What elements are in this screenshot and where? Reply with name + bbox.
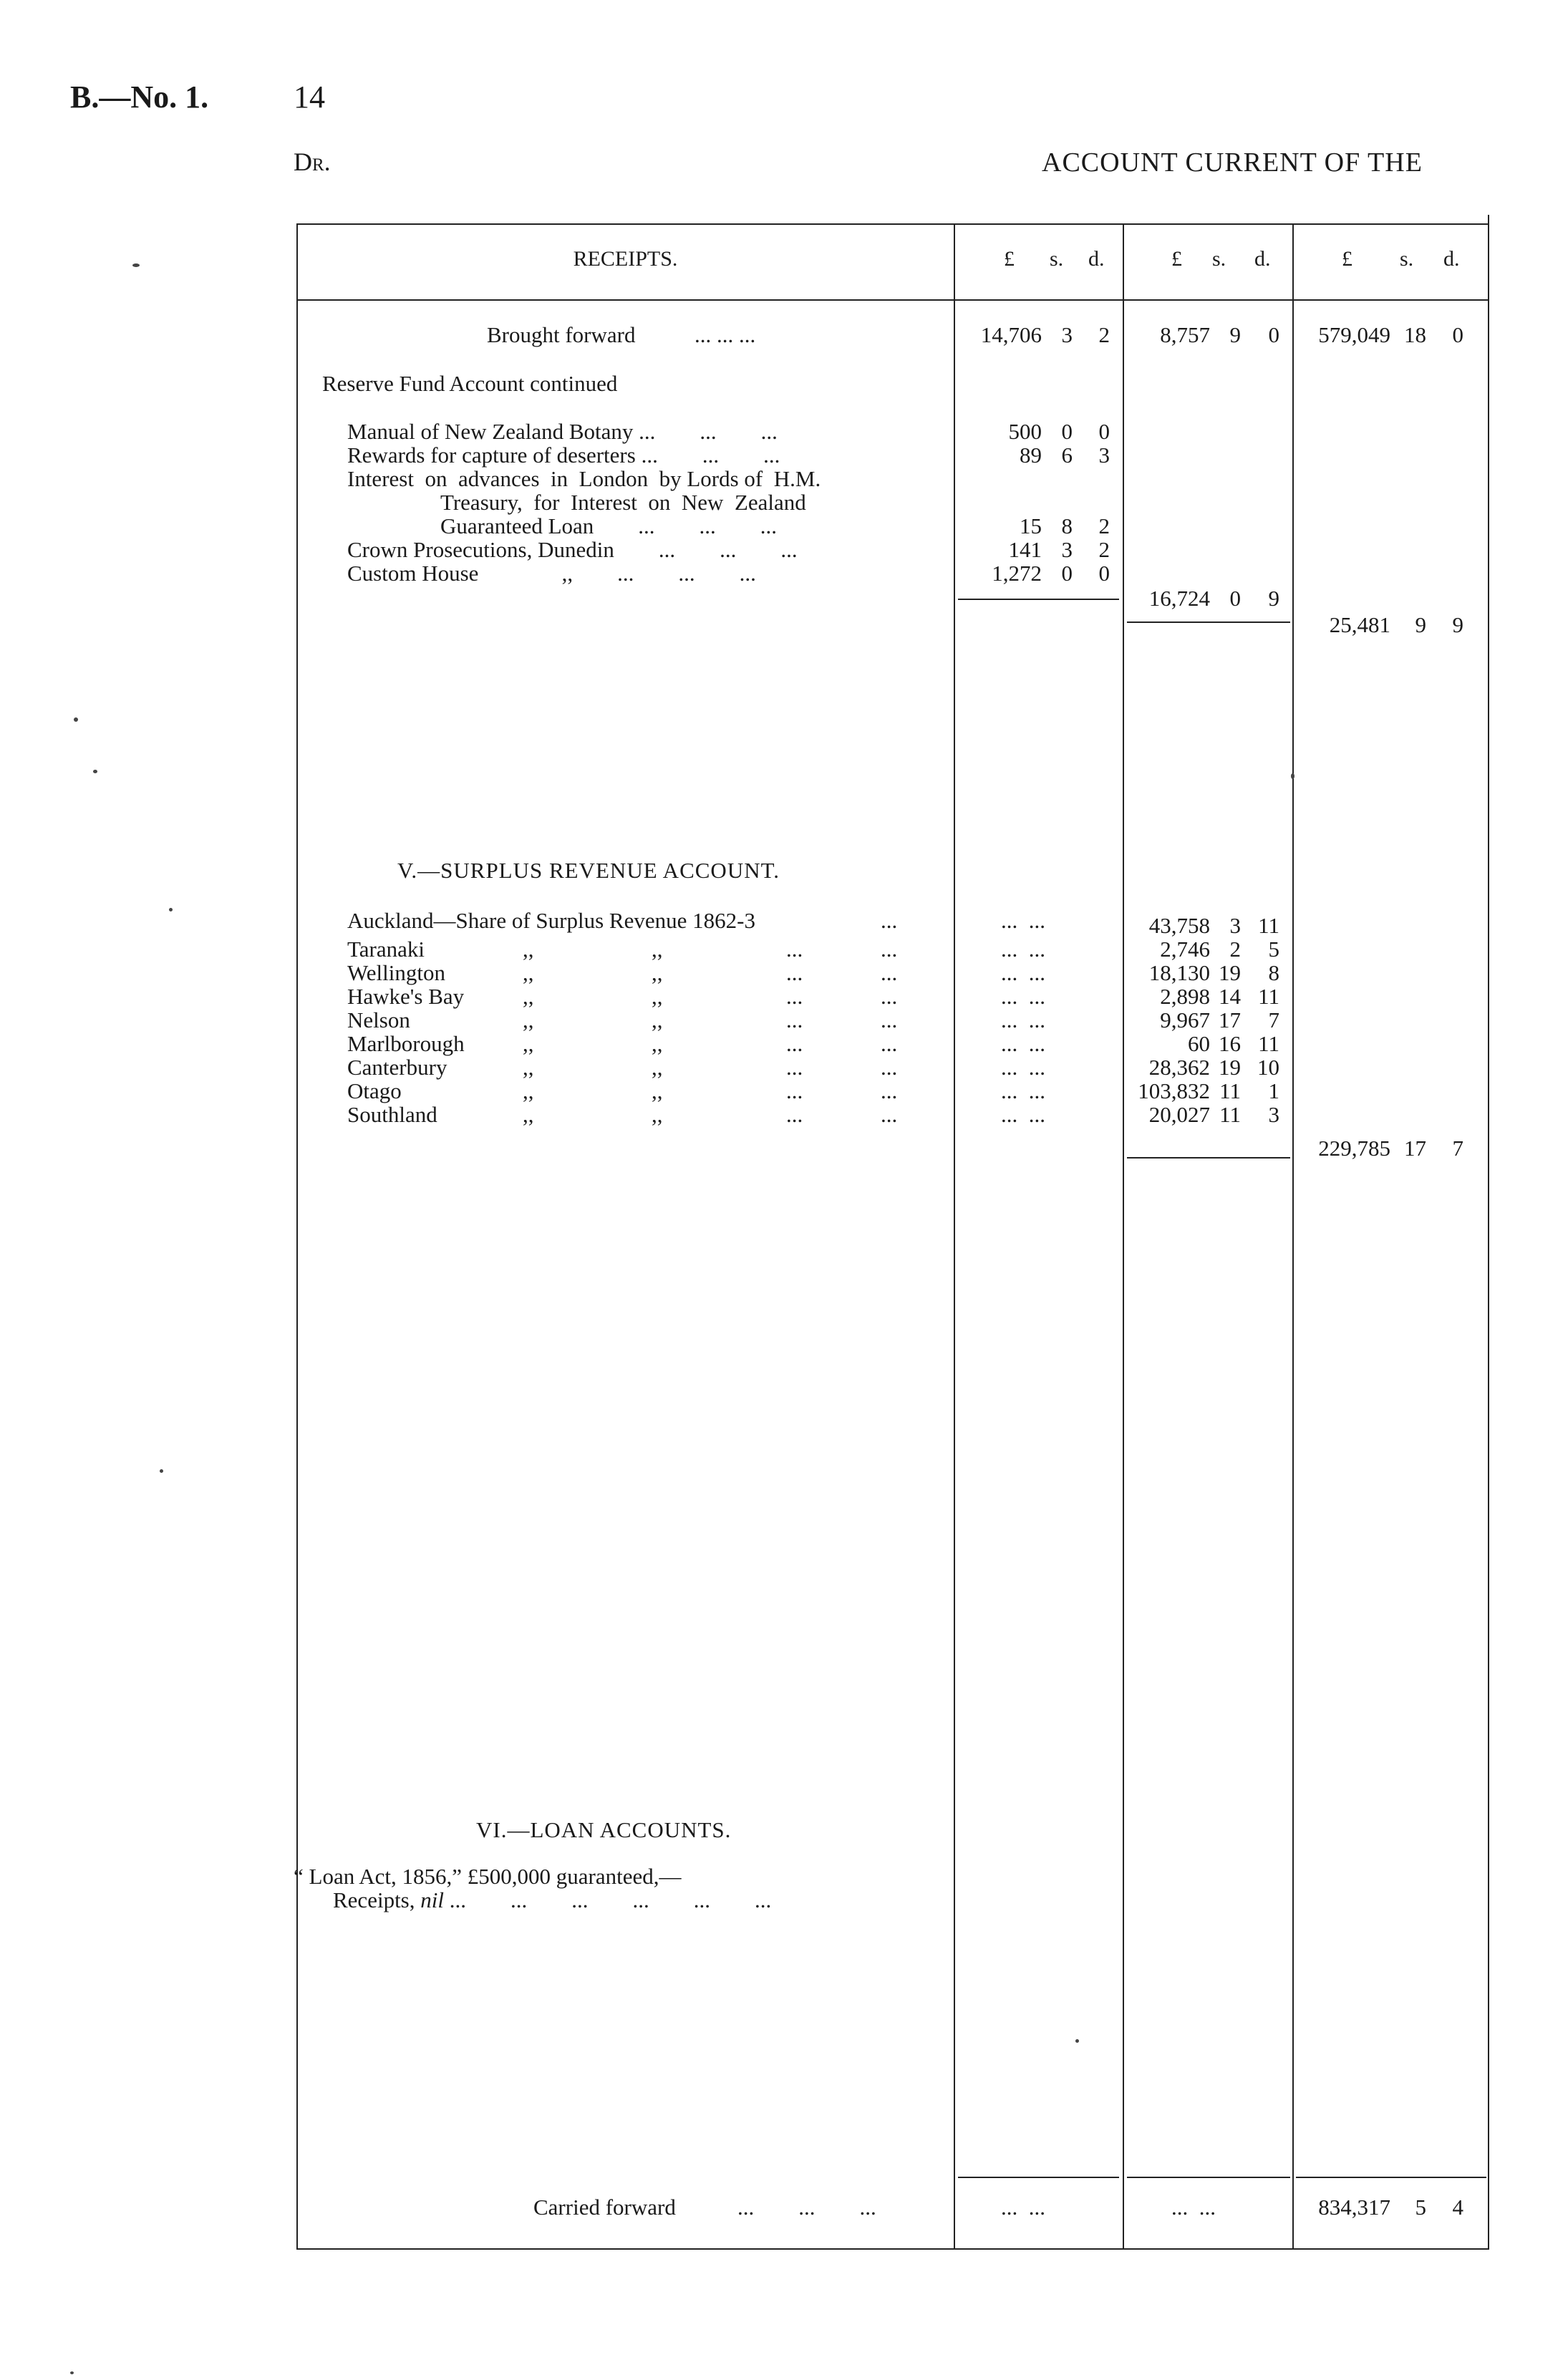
surplus-row-dots: ... [881,1031,898,1056]
bf-c1-shillings: 3 [1061,322,1073,347]
surplus-row-ditto: ,, [652,984,663,1009]
cf-c3-pence: 4 [1452,2195,1463,2220]
surplus-row-dots: ... [881,1102,898,1127]
surplus-row-dots: ... [786,1102,803,1127]
surplus-row-ditto: ,, [652,1102,663,1127]
surplus-row-dots: ... [881,1078,898,1103]
bf-c2-pounds: 8,757 [1160,322,1210,347]
surplus-row-shillings: 19 [1219,960,1241,985]
receipts-header: RECEIPTS. [573,247,678,271]
surplus-row-pence: 11 [1258,1031,1279,1056]
surplus-row-shillings: 16 [1219,1031,1241,1056]
rf-item-pounds: 89 [1020,442,1042,468]
surplus-row-ditto: ,, [652,937,663,962]
loan-dots: ... ... ... ... ... ... [449,1887,772,1912]
surplus-row-dots: ... [786,937,803,962]
surplus-c1-dots: ... ... [1001,908,1045,933]
col1-divider [954,223,955,2248]
cf-c3-rule [1296,2177,1486,2178]
c3-pounds-header: £ [1342,247,1352,271]
surplus-row-c1-dots: ... ... [1001,1031,1045,1056]
surplus-row-pounds: 20,027 [1148,1102,1210,1127]
rf-item-pence: 3 [1098,442,1110,468]
surplus-lead-text: Auckland—Share of Surplus Revenue 1862-3 [347,908,755,933]
surplus-row-name: Canterbury [347,1055,447,1080]
surplus-row-pounds: 43,758 [1148,913,1210,938]
surplus-row-shillings: 14 [1219,984,1241,1009]
surplus-c2-total-rule [1127,1157,1290,1159]
rf-item-pence: 0 [1098,419,1110,444]
surplus-row-name: Hawke's Bay [347,984,465,1009]
surplus-row-c1-dots: ... ... [1001,1007,1045,1032]
rf-item-pence: 0 [1098,561,1110,586]
surplus-row-pounds: 60 [1188,1031,1210,1056]
cf-c3-pounds: 834,317 [1318,2195,1390,2220]
page-number: 14 [294,79,325,115]
surplus-row-c1-dots: ... ... [1001,937,1045,962]
surplus-row-ditto: ,, [652,1078,663,1103]
surplus-row-shillings: 19 [1219,1055,1241,1080]
cf-c2-rule [1127,2177,1290,2178]
c1-shillings-header: s. [1050,247,1064,271]
page-title: ACCOUNT CURRENT OF THE [1042,147,1423,178]
surplus-row-c1-dots: ... ... [1001,984,1045,1009]
cf-c1-rule [958,2177,1119,2178]
surplus-row-c1-dots: ... ... [1001,960,1045,985]
surplus-c3-pounds: 229,785 [1318,1136,1390,1161]
scan-speck [1291,773,1294,779]
rf-c3-pence: 9 [1452,612,1463,637]
table-left-rule [296,223,298,2250]
surplus-c3-pence: 7 [1452,1136,1463,1161]
surplus-row-ditto: ,, [523,1031,534,1056]
surplus-row-name: Marlborough [347,1031,465,1056]
rf-item-pounds: 500 [1008,419,1042,444]
rf-c2-total-rule [1127,621,1290,623]
rf-item-text: Guaranteed Loan ... ... ... [440,513,778,538]
scan-speck [70,2371,74,2374]
dr-label: Dr. [294,147,331,176]
rf-item-text: Treasury, for Interest on New Zealand [440,490,806,515]
rf-item-shillings: 0 [1061,561,1073,586]
rf-c3-pounds: 25,481 [1329,612,1390,637]
cf-c1-dots: ... ... [1001,2195,1045,2220]
surplus-row-shillings: 2 [1229,937,1241,962]
scan-speck [160,1469,163,1473]
scan-speck [132,263,140,267]
surplus-row-c1-dots: ... ... [1001,1055,1045,1080]
rf-c2-shillings: 0 [1229,586,1241,611]
rf-item-text: Rewards for capture of deserters ... ... ... [347,442,780,468]
surplus-row-pence: 10 [1257,1055,1279,1080]
surplus-row-pence: 7 [1268,1007,1279,1032]
surplus-row-pence: 3 [1268,1102,1279,1127]
rf-item-shillings: 3 [1061,537,1073,562]
surplus-row-name: Nelson [347,1007,410,1032]
rf-c3-shillings: 9 [1415,612,1426,637]
surplus-row-dots: ... [786,960,803,985]
surplus-row-ditto: ,, [652,1031,663,1056]
surplus-row-dots: ... [786,1078,803,1103]
surplus-row-dots: ... [881,984,898,1009]
surplus-row-pence: 11 [1258,984,1279,1009]
scan-speck [1075,2039,1079,2043]
surplus-c3-shillings: 17 [1404,1136,1426,1161]
surplus-row-ditto: ,, [523,1007,534,1032]
c1-pounds-header: £ [1004,247,1015,271]
surplus-row-pounds: 2,898 [1160,984,1210,1009]
surplus-row-pounds: 28,362 [1148,1055,1210,1080]
carried-forward-label: Carried forward [533,2195,676,2220]
table-top-rule [297,223,1489,225]
surplus-row-dots: ... [881,1007,898,1032]
reserve-fund-heading: Reserve Fund Account continued [322,371,618,396]
surplus-row-shillings: 11 [1219,1102,1241,1127]
surplus-row-c1-dots: ... ... [1001,1078,1045,1103]
bf-c3-pounds: 579,049 [1318,322,1390,347]
surplus-row-pence: 5 [1268,937,1279,962]
bf-c1-pence: 2 [1098,322,1110,347]
c2-pounds-header: £ [1171,247,1182,271]
scan-speck [93,770,97,773]
bf-c3-shillings: 18 [1404,322,1426,347]
surplus-heading: V.—SURPLUS REVENUE ACCOUNT. [397,858,780,883]
surplus-row-shillings: 17 [1219,1007,1241,1032]
surplus-row-pence: 1 [1268,1078,1279,1103]
loan-line1: “ Loan Act, 1856,” £500,000 guaranteed,— [294,1864,682,1889]
surplus-row-ditto: ,, [523,1055,534,1080]
surplus-row-pence: 8 [1268,960,1279,985]
c3-pence-header: d. [1443,247,1460,271]
surplus-row-shillings: 3 [1229,913,1241,938]
rf-item-pounds: 15 [1020,513,1042,538]
bf-c3-pence: 0 [1452,322,1463,347]
surplus-row-ditto: ,, [523,1102,534,1127]
surplus-row-shillings: 11 [1219,1078,1241,1103]
rf-item-pence: 2 [1098,537,1110,562]
surplus-row-c1-dots: ... ... [1001,1102,1045,1127]
c2-pence-header: d. [1254,247,1271,271]
cf-c2-dots: ... ... [1171,2195,1216,2220]
surplus-row-dots: ... [786,1007,803,1032]
rf-item-text: Custom House ,, ... ... ... [347,561,756,586]
table-bottom-rule [297,2248,1489,2250]
surplus-row-name: Taranaki [347,937,425,962]
surplus-row-dots: ... [786,1055,803,1080]
header-rule [297,299,1489,301]
surplus-row-pounds: 18,130 [1148,960,1210,985]
surplus-row-name: Otago [347,1078,402,1103]
surplus-lead-dots: ... [881,908,898,933]
table-right-rule [1488,215,1489,2250]
surplus-row-pounds: 103,832 [1138,1078,1210,1103]
rf-item-text: Manual of New Zealand Botany ... ... ... [347,419,778,444]
loan-line2 [333,1887,771,1913]
surplus-row-ditto: ,, [523,960,534,985]
brought-forward-dots: ... ... ... [695,322,756,347]
brought-forward-label: Brought forward [487,322,636,347]
rf-c1-total-rule [958,599,1119,600]
c1-pence-header: d. [1088,247,1105,271]
carried-forward-dots: ... ... ... [737,2195,876,2220]
surplus-row-ditto: ,, [523,1078,534,1103]
scan-speck [169,908,173,911]
surplus-row-pounds: 9,967 [1160,1007,1210,1032]
rf-item-pounds: 141 [1008,537,1042,562]
surplus-row-dots: ... [881,1055,898,1080]
col2-divider [1123,223,1124,2248]
surplus-row-dots: ... [786,1031,803,1056]
rf-item-shillings: 8 [1061,513,1073,538]
loan-heading: VI.—LOAN ACCOUNTS. [476,1817,732,1842]
bf-c2-pence: 0 [1268,322,1279,347]
loan-receipts-label: Receipts, [333,1887,415,1912]
surplus-row-name: Southland [347,1102,437,1127]
rf-item-text: Crown Prosecutions, Dunedin ... ... ... [347,537,798,562]
col3-divider [1292,223,1294,2248]
surplus-row-ditto: ,, [523,937,534,962]
loan-nil: nil [420,1887,444,1912]
bf-c2-shillings: 9 [1229,322,1241,347]
surplus-row-ditto: ,, [523,984,534,1009]
rf-c2-pounds: 16,724 [1148,586,1210,611]
rf-item-text: Interest on advances in London by Lords of H.M. [347,466,821,491]
c3-shillings-header: s. [1400,247,1414,271]
rf-item-pounds: 1,272 [992,561,1042,586]
rf-item-pence: 2 [1098,513,1110,538]
surplus-row-name: Wellington [347,960,445,985]
rf-item-shillings: 6 [1061,442,1073,468]
bf-c1-pounds: 14,706 [980,322,1042,347]
rf-c2-pence: 9 [1268,586,1279,611]
surplus-row-dots: ... [881,960,898,985]
surplus-row-ditto: ,, [652,960,663,985]
surplus-row-dots: ... [786,984,803,1009]
surplus-row-pence: 11 [1258,913,1279,938]
surplus-row-ditto: ,, [652,1007,663,1032]
surplus-row-dots: ... [881,937,898,962]
cf-c3-shillings: 5 [1415,2195,1426,2220]
c2-shillings-header: s. [1212,247,1226,271]
rf-item-shillings: 0 [1061,419,1073,444]
scan-speck [74,717,78,722]
surplus-row-pounds: 2,746 [1160,937,1210,962]
surplus-row-ditto: ,, [652,1055,663,1080]
series-number: B.—No. 1. [70,79,209,115]
